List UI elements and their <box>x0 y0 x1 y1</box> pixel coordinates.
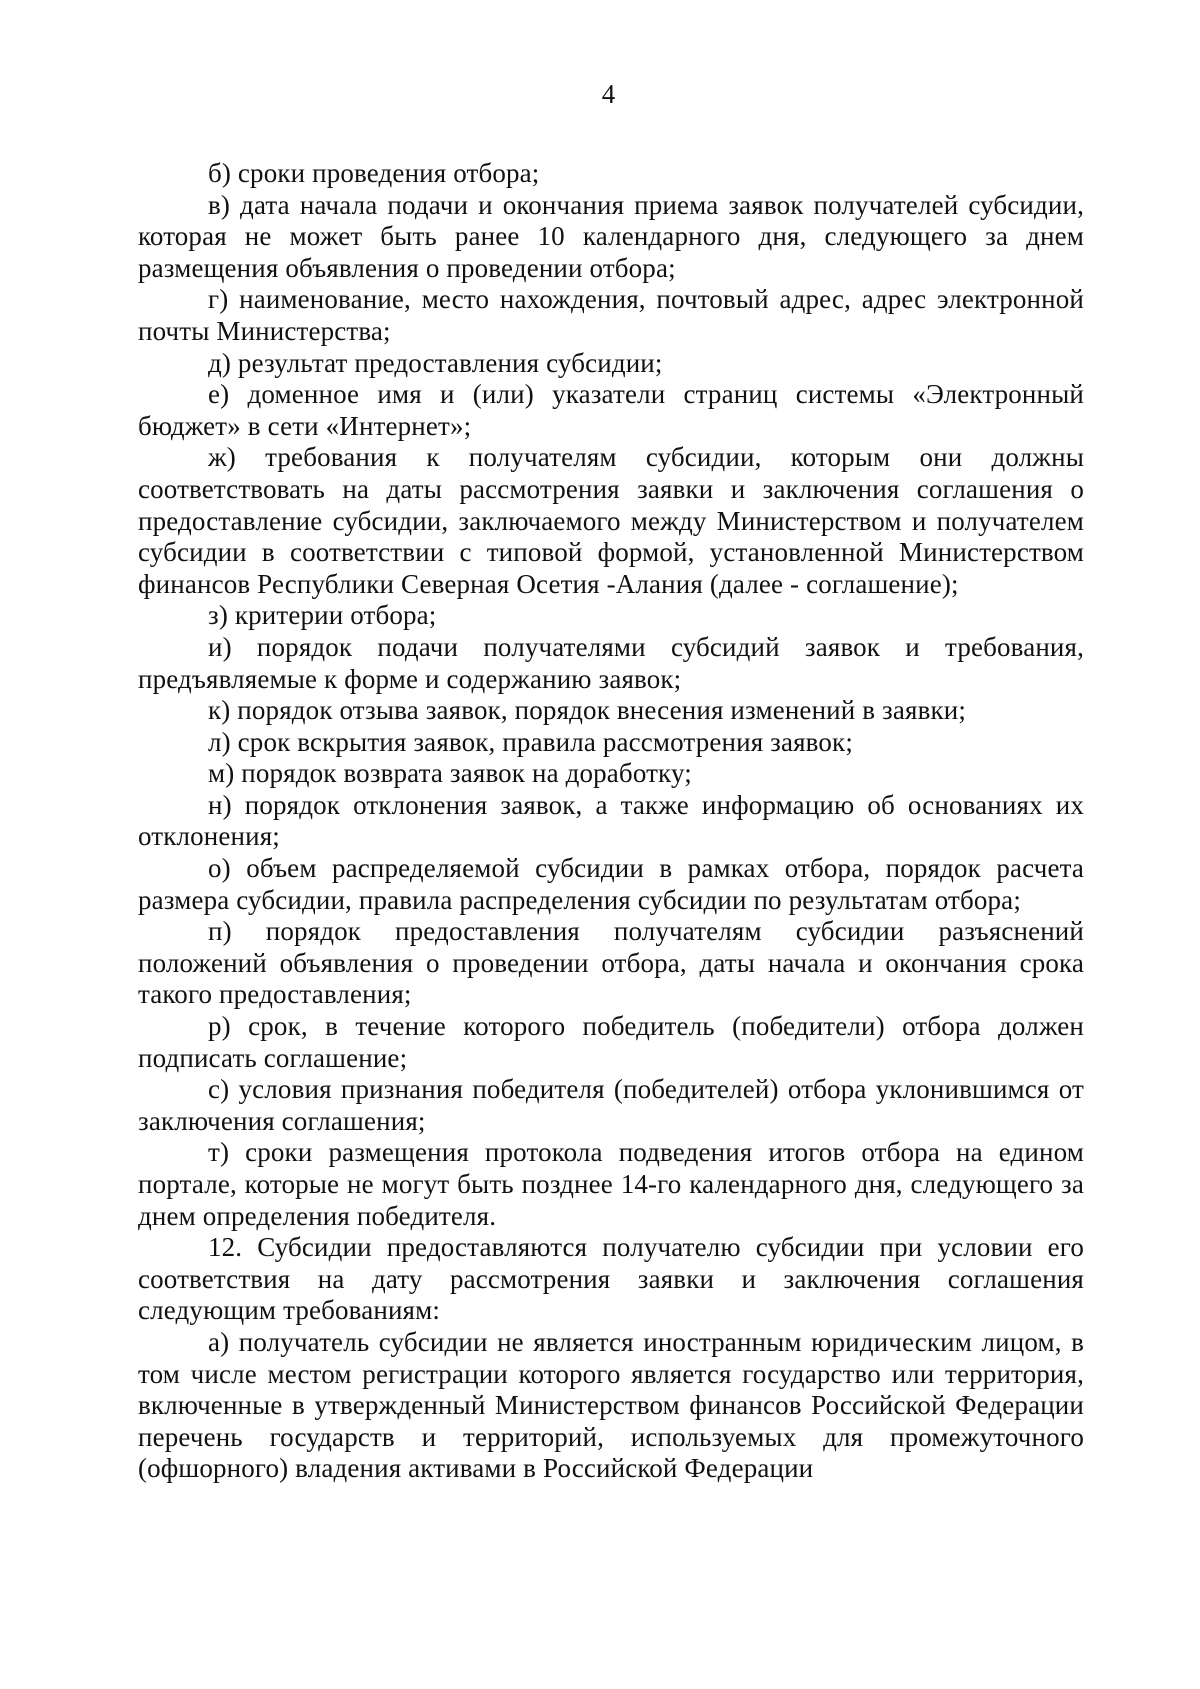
list-item-m-return-procedure: м) порядок возврата заявок на доработку; <box>208 758 692 789</box>
list-item-zh-recipient-requirements: ж) требования к получателям субсидии, которым они должны соответствовать на даты рассмотрения заявки и заключения соглашения о предоставление субсидии, заключаемого между Министерством и получателем субсидии в соответствии с типовой формой, установленной Министерством финансов Республики Северная Осетия -Алания (далее - соглашение); <box>138 442 1084 599</box>
list-item-l-opening-deadline: л) срок вскрытия заявок, правила рассмотрения заявок; <box>208 726 853 757</box>
list-item-v-application-dates: в) дата начала подачи и окончания приема заявок получателей субсидии, которая не может быть ранее 10 календарного дня, следующего за днем размещения объявления о проведении отбора; <box>138 189 1084 283</box>
list-item-b-selection-timing: б) сроки проведения отбора; <box>208 158 540 188</box>
list-item-g-ministry-contacts: г) наименование, место нахождения, почтовый адрес, адрес электронной почты Министерства; <box>138 284 1084 346</box>
document-body <box>138 158 1084 1485</box>
list-item-a-not-foreign-entity: а) получатель субсидии не является иностранным юридическим лицом, в том числе местом регистрации которого является государство или территория, включенные в утвержденный Министерством финансов Российской Федерации перечень государств и территорий, используемых для промежуточного (офшорного) владения активами в Российской Федерации <box>138 1326 1084 1484</box>
list-item-d-subsidy-result: д) результат предоставления субсидии; <box>208 347 663 378</box>
page-number: 4 <box>601 79 616 109</box>
list-item-z-selection-criteria: з) критерии отбора; <box>208 600 437 631</box>
list-item-s-evasion-conditions: с) условия признания победителя (победителей) отбора уклонившимся от заключения соглашения; <box>138 1074 1084 1136</box>
list-item-n-rejection-procedure: н) порядок отклонения заявок, а также информацию об основаниях их отклонения; <box>138 789 1084 852</box>
list-item-t-protocol-deadline: т) сроки размещения протокола подведения итогов отбора на едином портале, которые не могут быть позднее 14-го календарного дня, следующего за днем определения победителя. <box>138 1137 1084 1231</box>
list-item-p-clarifications: п) порядок предоставления получателям субсидии разъяснений положений объявления о проведении отбора, даты начала и окончания срока такого предоставления; <box>138 916 1084 1010</box>
list-item-e-domain-name: е) доменное имя и (или) указатели страниц системы «Электронный бюджет» в сети «Интернет»; <box>138 379 1084 441</box>
list-item-i-submission-procedure: и) порядок подачи получателями субсидий заявок и требования, предъявляемые к форме и содержанию заявок; <box>138 631 1084 694</box>
section-12-subsidy-conditions: 12. Субсидии предоставляются получателю субсидии при условии его соответствия на дату рассмотрения заявки и заключения соглашения следующим требованиям: <box>138 1232 1084 1326</box>
list-item-k-withdrawal-procedure: к) порядок отзыва заявок, порядок внесения изменений в заявки; <box>208 695 966 726</box>
list-item-r-signing-deadline: р) срок, в течение которого победитель (победители) отбора должен подписать соглашение; <box>138 1011 1084 1073</box>
list-item-o-subsidy-volume: о) объем распределяемой субсидии в рамках отбора, порядок расчета размера субсидии, правила распределения субсидии по результатам отбора; <box>138 853 1084 915</box>
